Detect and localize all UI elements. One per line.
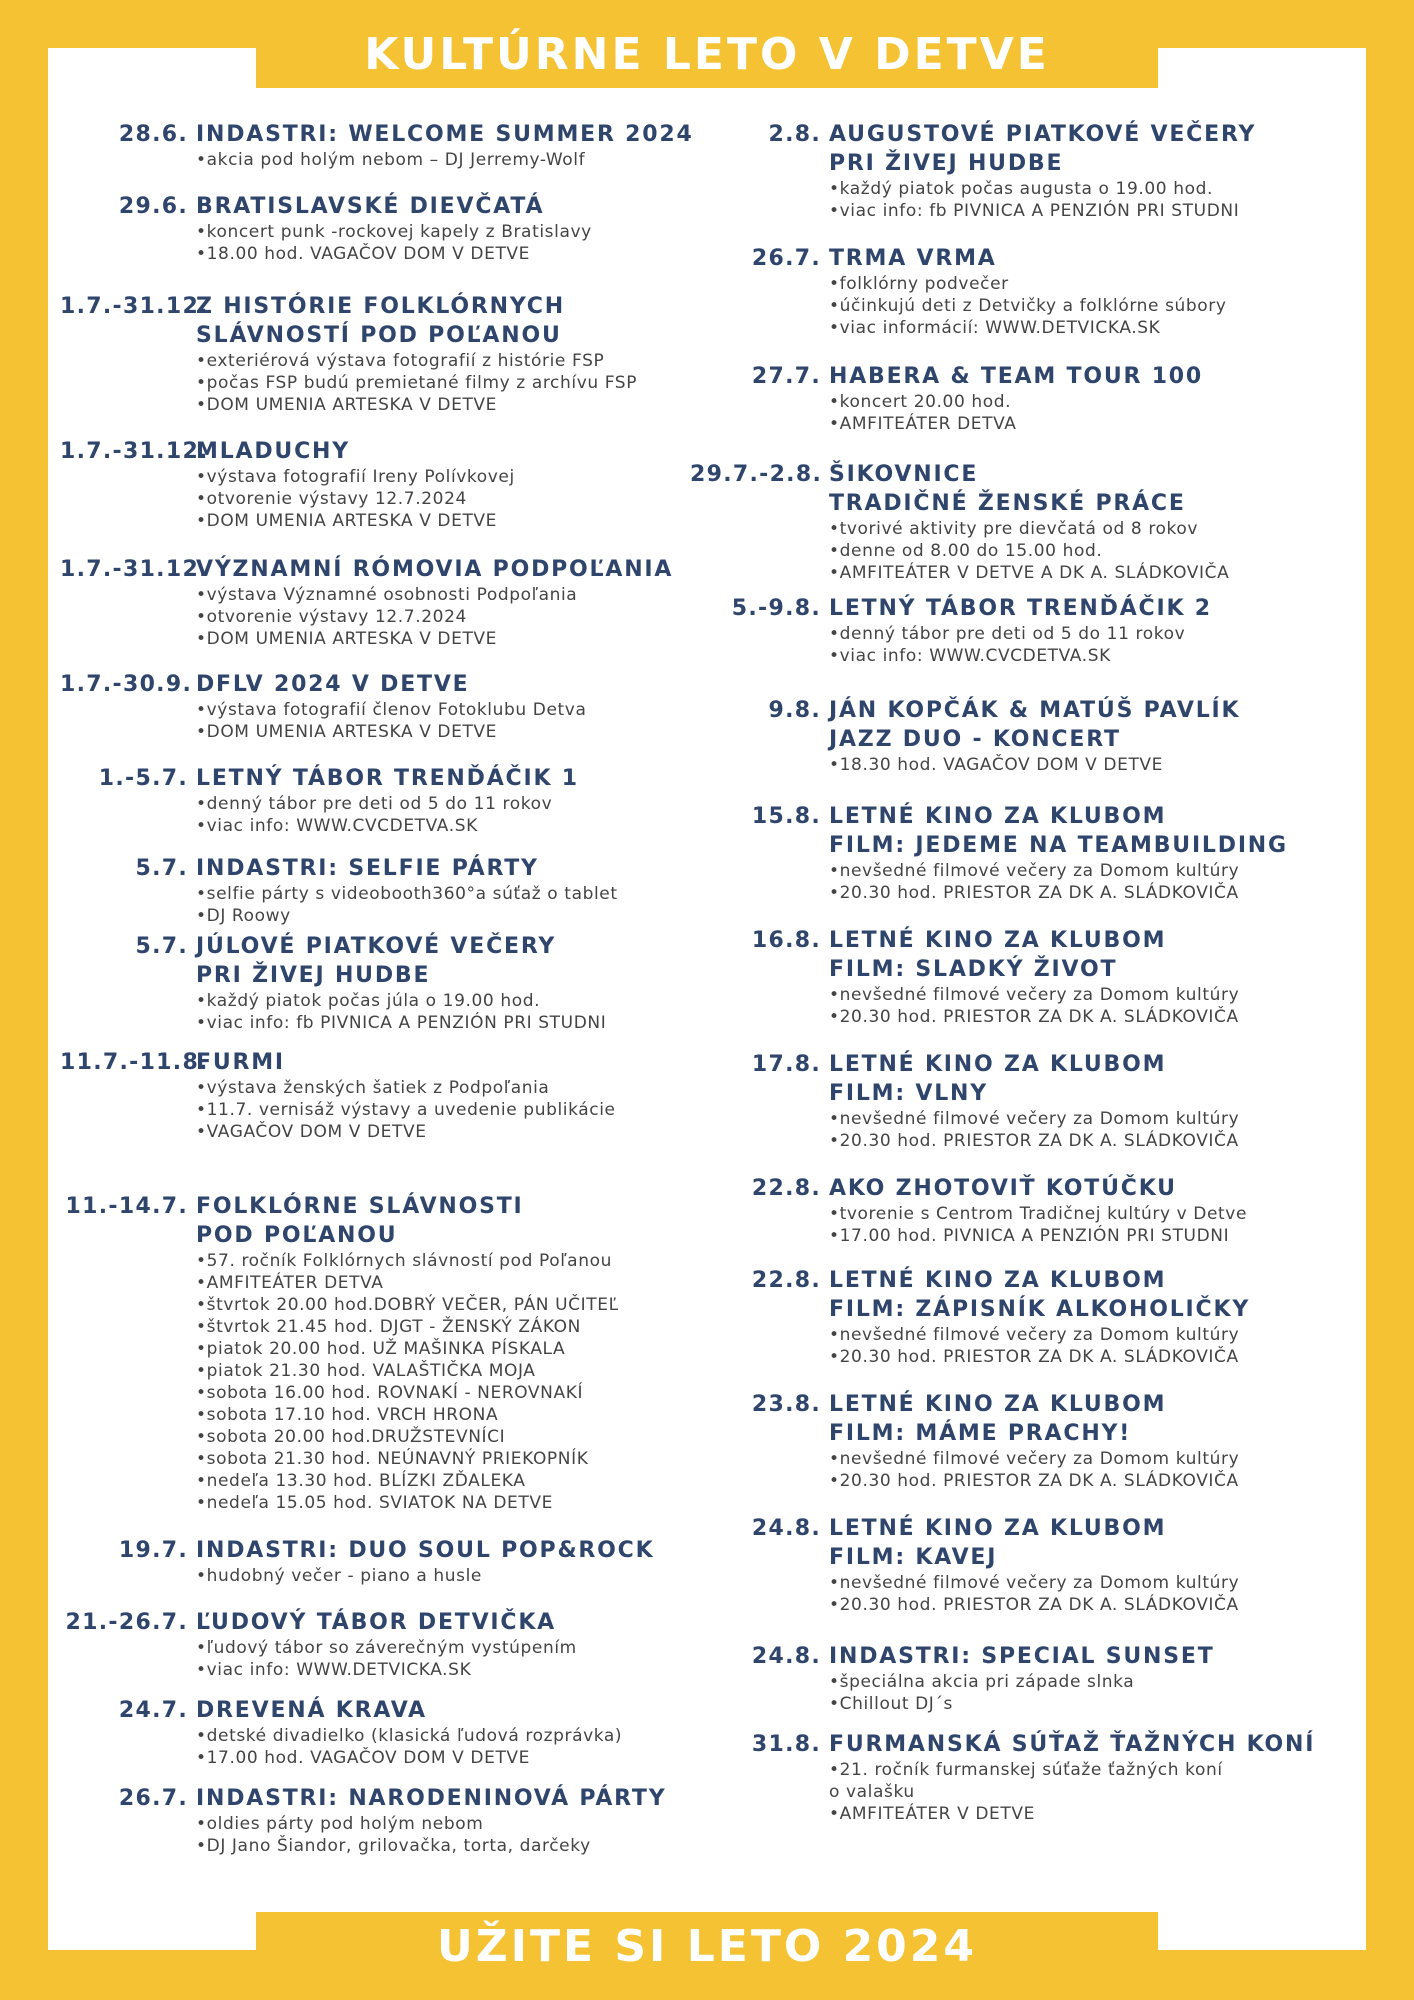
event-title: DREVENÁ KRAVA [196, 1698, 427, 1723]
event-item [690, 362, 1203, 435]
event-item [60, 437, 515, 532]
event-detail: •koncert 20.00 hod. [829, 392, 1012, 412]
event-date: 26.7. [751, 246, 821, 271]
event-detail: •DOM UMENIA ARTESKA V DETVE [196, 511, 498, 531]
event-date: 26.7. [118, 1786, 188, 1811]
event-title: DFLV 2024 V DETVE [196, 672, 470, 697]
event-detail: •viac info: fb PIVNICA A PENZIÓN PRI STUDNI [196, 1013, 607, 1033]
event-detail: •výstava fotografií Ireny Polívkovej [196, 467, 515, 487]
event-detail: •štvrtok 20.00 hod.DOBRÝ VEČER, PÁN UČITEĽ [196, 1295, 619, 1315]
event-date: 5.7. [135, 934, 188, 959]
event-detail: •sobota 20.00 hod.DRUŽSTEVNÍCI [196, 1427, 506, 1447]
event-date: 1.7.-30.9. [60, 672, 193, 697]
event-title: FURMANSKÁ SÚŤAŽ ŤAŽNÝCH KONÍ [829, 1732, 1316, 1757]
event-date: 29.6. [118, 194, 188, 219]
event-title: JÁN KOPČÁK & MATÚŠ PAVLÍK [829, 698, 1241, 723]
event-detail: •tvorenie s Centrom Tradičnej kultúry v Detve [829, 1204, 1248, 1224]
event-body [829, 1174, 1247, 1247]
event-detail: •sobota 21.30 hod. NEÚNAVNÝ PRIEKOPNÍK [196, 1449, 589, 1469]
event-detail: •špeciálna akcia pri západe slnka [829, 1672, 1135, 1692]
event-detail: •denný tábor pre deti od 5 do 11 rokov [196, 794, 553, 814]
event-title: LETNÉ KINO ZA KLUBOM [829, 1052, 1167, 1077]
event-detail: •DJ Roowy [196, 906, 291, 926]
event-body [196, 1608, 577, 1681]
event-detail: •exteriérová výstava fotografií z histórie FSP [196, 351, 605, 371]
event-detail: •17.00 hod. PIVNICA A PENZIÓN PRI STUDNI [829, 1226, 1230, 1246]
event-title: INDASTRI: NARODENINOVÁ PÁRTY [196, 1786, 667, 1811]
event-body [829, 244, 1227, 339]
event-title: BRATISLAVSKÉ DIEVČATÁ [196, 194, 545, 219]
event-date: 27.7. [751, 364, 821, 389]
event-detail: •DOM UMENIA ARTESKA V DETVE [196, 722, 498, 742]
event-item [60, 764, 579, 837]
event-detail: •otvorenie výstavy 12.7.2024 [196, 489, 467, 509]
event-title: VÝZNAMNÍ RÓMOVIA PODPOĽANIA [196, 557, 674, 582]
event-detail: •nevšedné filmové večery za Domom kultúry [829, 861, 1240, 881]
event-date: 5.-9.8. [731, 596, 821, 621]
event-body [829, 1390, 1239, 1492]
event-body [829, 1514, 1239, 1616]
event-item [690, 1266, 1250, 1368]
event-item [60, 555, 673, 650]
event-detail: •20.30 hod. PRIESTOR ZA DK A. SLÁDKOVIČA [829, 1471, 1239, 1491]
event-date: 9.8. [768, 698, 821, 723]
event-detail: •18.30 hod. VAGAČOV DOM V DETVE [829, 755, 1163, 775]
event-detail: •nevšedné filmové večery za Domom kultúry [829, 1109, 1240, 1129]
event-item [60, 1784, 666, 1857]
event-date: 1.-5.7. [98, 766, 188, 791]
event-item [60, 292, 637, 416]
event-detail: •otvorenie výstavy 12.7.2024 [196, 607, 467, 627]
event-date: 17.8. [751, 1052, 821, 1077]
event-detail: •nedeľa 13.30 hod. BLÍZKI ZĎALEKA [196, 1471, 526, 1491]
event-detail: •denne od 8.00 do 15.00 hod. [829, 541, 1103, 561]
event-title: Z HISTÓRIE FOLKLÓRNYCH [196, 294, 565, 319]
event-title: AUGUSTOVÉ PIATKOVÉ VEČERY [829, 122, 1257, 147]
event-item [690, 460, 1229, 584]
event-date: 19.7. [118, 1538, 188, 1563]
event-detail: •AMFITEÁTER V DETVE [829, 1804, 1035, 1824]
event-detail: •20.30 hod. PRIESTOR ZA DK A. SLÁDKOVIČA [829, 1131, 1239, 1151]
event-title: JAZZ DUO - KONCERT [829, 727, 1121, 752]
event-item [60, 1536, 654, 1587]
event-detail: •každý piatok počas júla o 19.00 hod. [196, 991, 541, 1011]
event-detail: •výstava ženských šatiek z Podpoľania [196, 1078, 550, 1098]
event-detail: •AMFITEÁTER DETVA [829, 414, 1017, 434]
event-item [690, 244, 1227, 339]
event-item [690, 120, 1256, 222]
event-body [196, 1696, 622, 1769]
event-detail: •viac informácií: WWW.DETVICKA.SK [829, 318, 1161, 338]
event-item [60, 1048, 616, 1143]
event-date: 23.8. [751, 1392, 821, 1417]
event-title: INDASTRI: WELCOME SUMMER 2024 [196, 122, 694, 147]
event-item [60, 1192, 619, 1514]
event-item [60, 1696, 622, 1769]
event-item [690, 1730, 1315, 1825]
event-detail: •sobota 16.00 hod. ROVNAKÍ - NEROVNAKÍ [196, 1383, 584, 1403]
event-item [690, 1174, 1247, 1247]
event-title: LETNÉ KINO ZA KLUBOM [829, 804, 1167, 829]
event-item [60, 192, 592, 265]
event-detail: •ľudový tábor so záverečným vystúpením [196, 1638, 577, 1658]
event-date: 1.7.-31.12. [60, 439, 209, 464]
event-body [196, 1192, 619, 1514]
event-detail: •nevšedné filmové večery za Domom kultúry [829, 985, 1240, 1005]
event-detail: •výstava Významné osobnosti Podpoľania [196, 585, 578, 605]
event-title: FILM: SLADKÝ ŽIVOT [829, 957, 1118, 982]
event-body [196, 120, 694, 171]
event-body [829, 1050, 1239, 1152]
event-body [829, 802, 1288, 904]
event-body [196, 1536, 654, 1587]
event-item [60, 1608, 577, 1681]
event-title: FILM: JEDEME NA TEAMBUILDING [829, 833, 1288, 858]
event-body [196, 292, 637, 416]
event-item [60, 854, 618, 927]
event-title: PRI ŽIVEJ HUDBE [829, 151, 1064, 176]
event-item [690, 1514, 1239, 1616]
page-title: KULTÚRNE LETO V DETVE [364, 28, 1050, 80]
event-detail: •tvorivé aktivity pre dievčatá od 8 rokov [829, 519, 1199, 539]
event-date: 29.7.-2.8. [690, 462, 823, 487]
event-date: 11.-14.7. [65, 1194, 188, 1219]
event-body [196, 1048, 616, 1143]
event-date: 24.8. [751, 1516, 821, 1541]
event-date: 16.8. [751, 928, 821, 953]
event-title: FOLKLÓRNE SLÁVNOSTI [196, 1194, 524, 1219]
event-title: LETNÉ KINO ZA KLUBOM [829, 1268, 1167, 1293]
event-item [60, 932, 606, 1034]
event-title: MLADUCHY [196, 439, 350, 464]
event-detail: •Chillout DJ´s [829, 1694, 953, 1714]
event-title: PRI ŽIVEJ HUDBE [196, 963, 431, 988]
event-detail: •viac info: fb PIVNICA A PENZIÓN PRI STUDNI [829, 201, 1240, 221]
event-date: 11.7.-11.8. [60, 1050, 209, 1075]
event-detail: •viac info: WWW.DETVICKA.SK [196, 1660, 472, 1680]
event-body [829, 1730, 1315, 1825]
event-detail: •piatok 21.30 hod. VALAŠTIČKA MOJA [196, 1361, 536, 1381]
event-detail: •akcia pod holým nebom – DJ Jerremy-Wolf [196, 150, 586, 170]
event-detail: •počas FSP budú premietané filmy z archívu FSP [196, 373, 638, 393]
event-body [829, 1266, 1250, 1368]
event-title: SLÁVNOSTÍ POD POĽANOU [196, 323, 562, 348]
event-date: 2.8. [768, 122, 821, 147]
event-body [196, 854, 618, 927]
event-title: INDASTRI: SELFIE PÁRTY [196, 856, 539, 881]
event-title: LETNÝ TÁBOR TRENĎÁČIK 2 [829, 596, 1212, 621]
event-detail: •57. ročník Folklórnych slávností pod Poľanou [196, 1251, 612, 1271]
event-detail: •oldies párty pod holým nebom [196, 1814, 484, 1834]
event-detail: •DOM UMENIA ARTESKA V DETVE [196, 395, 498, 415]
event-item [690, 594, 1212, 667]
event-detail: •nevšedné filmové večery za Domom kultúry [829, 1449, 1240, 1469]
event-item [690, 1050, 1239, 1152]
event-body [829, 696, 1240, 776]
event-title: AKO ZHOTOVIŤ KOTÚČKU [829, 1176, 1177, 1201]
event-date: 24.7. [118, 1698, 188, 1723]
event-item [690, 802, 1288, 904]
event-item [690, 1390, 1239, 1492]
event-detail: •viac info: WWW.CVCDETVA.SK [196, 816, 478, 836]
event-detail: •18.00 hod. VAGAČOV DOM V DETVE [196, 244, 530, 264]
event-detail: •20.30 hod. PRIESTOR ZA DK A. SLÁDKOVIČA [829, 1007, 1239, 1027]
event-title: LETNÉ KINO ZA KLUBOM [829, 1392, 1167, 1417]
event-date: 24.8. [751, 1644, 821, 1669]
event-detail: •selfie párty s videobooth360°a súťaž o tablet [196, 884, 618, 904]
event-title: HABERA & TEAM TOUR 100 [829, 364, 1204, 389]
event-item [690, 1642, 1215, 1715]
event-detail: •11.7. vernisáž výstavy a uvedenie publikácie [196, 1100, 616, 1120]
event-date: 31.8. [751, 1732, 821, 1757]
event-body [196, 555, 673, 650]
event-title: FURMI [196, 1050, 285, 1075]
event-detail: •21. ročník furmanskej súťaže ťažných koní [829, 1760, 1223, 1780]
event-detail: •DOM UMENIA ARTESKA V DETVE [196, 629, 498, 649]
event-detail: •štvrtok 21.45 hod. DJGT - ŽENSKÝ ZÁKON [196, 1317, 581, 1337]
event-date: 15.8. [751, 804, 821, 829]
event-body [196, 1784, 666, 1857]
event-detail: •sobota 17.10 hod. VRCH HRONA [196, 1405, 499, 1425]
event-body [829, 460, 1229, 584]
event-item [690, 696, 1240, 776]
event-date: 1.7.-31.12. [60, 557, 209, 582]
event-detail: •koncert punk -rockovej kapely z Bratislavy [196, 222, 592, 242]
event-date: 21.-26.7. [65, 1610, 188, 1635]
event-body [196, 437, 515, 532]
footer-slogan: UŽITE SI LETO 2024 [436, 1920, 978, 1972]
event-title: FILM: MÁME PRACHY! [829, 1421, 1132, 1446]
event-detail: •výstava fotografií členov Fotoklubu Detva [196, 700, 587, 720]
event-title: FILM: VLNY [829, 1081, 988, 1106]
event-detail: •20.30 hod. PRIESTOR ZA DK A. SLÁDKOVIČA [829, 1347, 1239, 1367]
event-item [60, 670, 586, 743]
event-detail: •AMFITEÁTER DETVA [196, 1273, 384, 1293]
event-body [196, 932, 606, 1034]
event-title: INDASTRI: SPECIAL SUNSET [829, 1644, 1215, 1669]
event-title: FILM: KAVEJ [829, 1545, 998, 1570]
event-detail: •viac info: WWW.CVCDETVA.SK [829, 646, 1111, 666]
title-banner [256, 20, 1158, 88]
event-title: LETNÉ KINO ZA KLUBOM [829, 928, 1167, 953]
event-detail: •účinkujú deti z Detvičky a folklórne súbory [829, 296, 1227, 316]
event-detail: •nevšedné filmové večery za Domom kultúry [829, 1573, 1240, 1593]
event-title: JÚLOVÉ PIATKOVÉ VEČERY [196, 934, 557, 959]
event-title: INDASTRI: DUO SOUL POP&ROCK [196, 1538, 655, 1563]
event-detail: o valašku [829, 1782, 915, 1802]
event-detail: •20.30 hod. PRIESTOR ZA DK A. SLÁDKOVIČA [829, 883, 1239, 903]
event-detail: •hudobný večer - piano a husle [196, 1566, 482, 1586]
event-date: 22.8. [751, 1176, 821, 1201]
event-detail: •nevšedné filmové večery za Domom kultúry [829, 1325, 1240, 1345]
event-detail: •každý piatok počas augusta o 19.00 hod. [829, 179, 1213, 199]
event-detail: •folklórny podvečer [829, 274, 1009, 294]
event-body [829, 362, 1203, 435]
event-title: LETNÝ TÁBOR TRENĎÁČIK 1 [196, 766, 579, 791]
event-body [829, 120, 1256, 222]
event-body [829, 594, 1212, 667]
event-detail: •detské divadielko (klasická ľudová rozprávka) [196, 1726, 623, 1746]
event-detail: •AMFITEÁTER V DETVE A DK A. SLÁDKOVIČA [829, 563, 1230, 583]
event-detail: •17.00 hod. VAGAČOV DOM V DETVE [196, 1748, 530, 1768]
event-date: 22.8. [751, 1268, 821, 1293]
event-title: ŠIKOVNICE [829, 462, 979, 487]
event-detail: •denný tábor pre deti od 5 do 11 rokov [829, 624, 1186, 644]
event-item [690, 926, 1239, 1028]
event-date: 1.7.-31.12. [60, 294, 209, 319]
event-body [196, 670, 586, 743]
event-title: LETNÉ KINO ZA KLUBOM [829, 1516, 1167, 1541]
event-date: 5.7. [135, 856, 188, 881]
event-title: FILM: ZÁPISNÍK ALKOHOLIČKY [829, 1297, 1251, 1322]
event-body [829, 1642, 1215, 1715]
event-item [60, 120, 694, 171]
event-title: TRADIČNÉ ŽENSKÉ PRÁCE [829, 491, 1186, 516]
event-detail: •nedeľa 15.05 hod. SVIATOK NA DETVE [196, 1493, 553, 1513]
event-title: POD POĽANOU [196, 1223, 398, 1248]
event-title: TRMA VRMA [829, 246, 997, 271]
event-detail: •DJ Jano Šiandor, grilovačka, torta, darčeky [196, 1836, 591, 1856]
event-detail: •VAGAČOV DOM V DETVE [196, 1122, 427, 1142]
event-detail: •20.30 hod. PRIESTOR ZA DK A. SLÁDKOVIČA [829, 1595, 1239, 1615]
event-body [829, 926, 1239, 1028]
footer-banner [256, 1912, 1158, 1980]
event-body [196, 192, 592, 265]
event-detail: •piatok 20.00 hod. UŽ MAŠINKA PÍSKALA [196, 1339, 566, 1359]
event-title: ĽUDOVÝ TÁBOR DETVIČKA [196, 1610, 557, 1635]
event-date: 28.6. [118, 122, 188, 147]
event-body [196, 764, 579, 837]
